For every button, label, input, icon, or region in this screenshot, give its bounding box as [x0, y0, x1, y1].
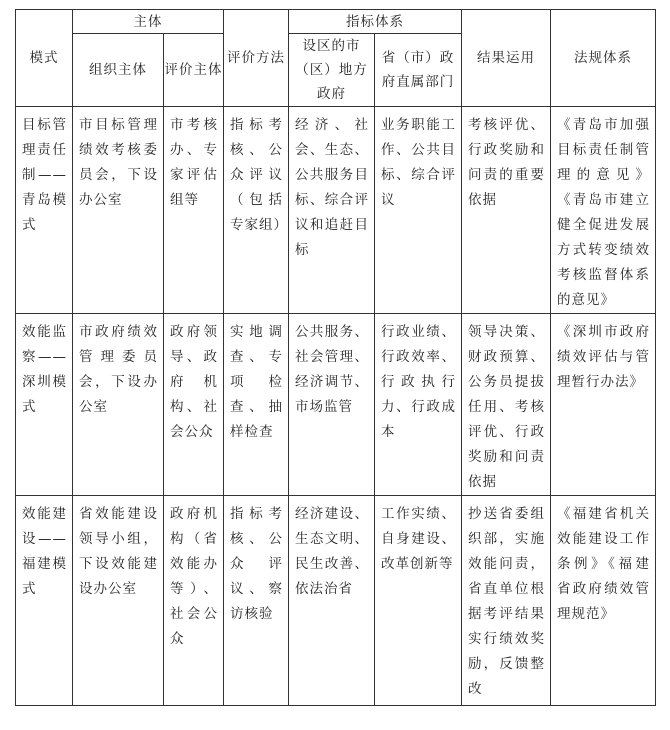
- eval-subject-cell: 政府领导、政府机构、社会公众: [170, 324, 218, 440]
- header-regulation-system: 法规体系: [551, 10, 656, 107]
- mode-cell: 效能监察——深圳模式: [22, 324, 67, 415]
- eval-subject-cell: 政府机构（省效能办等）、社会公众: [170, 506, 218, 647]
- header-eval-method: 评价方法: [224, 10, 289, 107]
- province-dept-cell: 业务职能工作、公共目标、综合评议: [381, 117, 456, 208]
- eval-method-cell: 指标考核、公众评议（包括专家组）: [230, 117, 288, 233]
- regulation-cell: 《福建省机关效能建设工作条例》《福建省政府绩效管理规范》: [557, 506, 650, 622]
- header-subject: 主体: [73, 10, 224, 34]
- header-mode: 模式: [16, 10, 73, 107]
- mode-cell: 效能建设——福建模式: [22, 506, 67, 597]
- org-subject-cell: 市目标管理绩效考核委员会，下设办公室: [79, 117, 158, 208]
- header-org-subject: 组织主体: [73, 34, 164, 107]
- evaluation-mode-table: [15, 9, 656, 706]
- header-result-use: 结果运用: [462, 10, 551, 107]
- province-dept-cell: 行政业绩、行政效率、行政执行力、行政成本: [381, 324, 456, 440]
- header-province-dept: 省（市）政府直属部门: [375, 34, 462, 107]
- table-row: [16, 107, 656, 314]
- org-subject-cell: 省效能建设领导小组，下设效能建设办公室: [79, 506, 158, 597]
- district-gov-cell: 经济、社会、生态、公共服务目标、综合评议和追赶目标: [295, 117, 369, 258]
- header-eval-subject: 评价主体: [164, 34, 224, 107]
- district-gov-cell: 经济建设、生态文明、民生改善、依法治省: [295, 506, 369, 597]
- eval-subject-cell: 市考核办、专家评估组等: [170, 117, 218, 208]
- district-gov-cell: 公共服务、社会管理、经济调节、市场监管: [295, 324, 369, 415]
- result-use-cell: 考核评优、行政奖励和问责的重要依据: [468, 117, 545, 208]
- regulation-cell: 《深圳市政府绩效评估与管理暂行办法》: [557, 324, 650, 390]
- table-row: [16, 496, 656, 706]
- eval-method-cell: 指标考核、公众评议、察访核验: [230, 506, 283, 622]
- province-dept-cell: 工作实绩、自身建设、改革创新等: [381, 506, 456, 572]
- regulation-cell: 《青岛市加强目标责任制管理的意见》《青岛市建立健全促进发展方式转变绩效考核监督体系的意见》: [557, 117, 650, 308]
- result-use-cell: 领导决策、财政预算、公务员提拔任用、考核评优、行政奖励和问责依据: [468, 324, 545, 490]
- mode-cell: 目标管理责任制——青岛模式: [22, 117, 67, 233]
- result-use-cell: 抄送省委组织部，实施效能问责，省直单位根据考评结果实行绩效奖励，反馈整改: [468, 506, 545, 697]
- header-indicator-system: 指标体系: [289, 10, 462, 34]
- header-row-top: [16, 10, 656, 34]
- table-row: [16, 314, 656, 496]
- header-district-gov: 设区的市（区）地方政府: [289, 34, 375, 107]
- eval-method-cell: 实地调查、专项检查、抽样检查: [230, 324, 283, 440]
- org-subject-cell: 市政府绩效管理委员会，下设办公室: [79, 324, 158, 415]
